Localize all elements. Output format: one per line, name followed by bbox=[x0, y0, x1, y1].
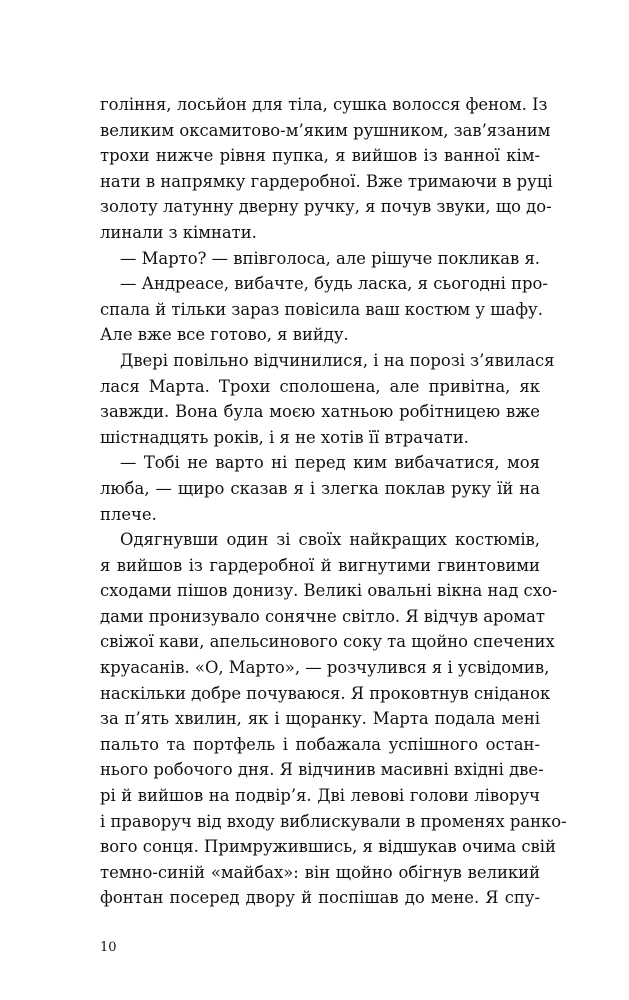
text-line: спала й тільки зараз повісила ваш костюм у шафу. bbox=[100, 299, 543, 319]
text-line: наскільки добре почуваюся. Я проковтнув сніданок bbox=[100, 683, 551, 703]
text-line: круасанів. «О, Марто», — розчулився я і усвідомив, bbox=[100, 658, 550, 678]
text-line: сходами пішов донизу. Великі овальні вікна над схо- bbox=[100, 581, 558, 601]
text-line: Але вже все готово, я вийду. bbox=[100, 325, 349, 345]
text-line: і праворуч від входу виблискували в променях ранко- bbox=[100, 811, 567, 831]
text-line: лася Марта. Трохи сполошена, але привітна, як bbox=[100, 376, 540, 396]
text-line: линали з кімнати. bbox=[100, 222, 257, 242]
text-line: фонтан посеред двору й поспішав до мене. Я спу- bbox=[100, 888, 540, 908]
text-line: за п’ять хвилин, як і щоранку. Марта подала мені bbox=[100, 709, 540, 729]
text-line: плече. bbox=[100, 504, 157, 524]
text-line: трохи нижче рівня пупка, я вийшов із ванної кім- bbox=[100, 146, 540, 166]
text-line: дами пронизувало сонячне світло. Я відчув аромат bbox=[100, 606, 546, 626]
text-line: рі й вийшов на подвір’я. Дві левові голови ліворуч bbox=[100, 786, 540, 806]
text-line: свіжої кави, апельсинового соку та щойно спечених bbox=[100, 632, 555, 652]
text-line: — Марто? — впівголоса, але рішуче покликав я. bbox=[120, 248, 540, 268]
text-line: темно-синій «майбах»: він щойно обігнув великий bbox=[100, 862, 540, 882]
text-line: завжди. Вона була моєю хатньою робітницею вже bbox=[100, 402, 540, 422]
text-line: люба, — щиро сказав я і злегка поклав руку їй на bbox=[100, 478, 540, 498]
text-line: вого сонця. Примружившись, я відшукав очима свій bbox=[100, 837, 556, 857]
text-line: — Тобі не варто ні перед ким вибачатися, моя bbox=[120, 453, 540, 473]
text-line: нати в напрямку гардеробної. Вже тримаючи в руці bbox=[100, 171, 553, 191]
body-text bbox=[100, 92, 567, 911]
text-line: я вийшов із гардеробної й вигнутими гвинтовими bbox=[100, 555, 540, 575]
text-line: шістнадцять років, і я не хотів її втрачати. bbox=[100, 427, 469, 447]
text-line: Одягнувши один зі своїх найкращих костюмів, bbox=[120, 530, 540, 550]
text-line: нього робочого дня. Я відчинив масивні вхідні две- bbox=[100, 760, 544, 780]
text-line: Двері повільно відчинилися, і на порозі з’явилася bbox=[120, 350, 555, 370]
text-line: золоту латунну дверну ручку, я почув звуки, що до- bbox=[100, 197, 552, 217]
text-line: — Андреасе, вибачте, будь ласка, я сьогодні про- bbox=[120, 274, 548, 294]
text-line: пальто та портфель і побажала успішного остан- bbox=[100, 734, 540, 754]
text-line: великим оксамитово-м’яким рушником, зав’язаним bbox=[100, 120, 551, 140]
text-line: гоління, лосьйон для тіла, сушка волосся феном. Із bbox=[100, 95, 548, 114]
page-number: 10 bbox=[100, 940, 117, 955]
